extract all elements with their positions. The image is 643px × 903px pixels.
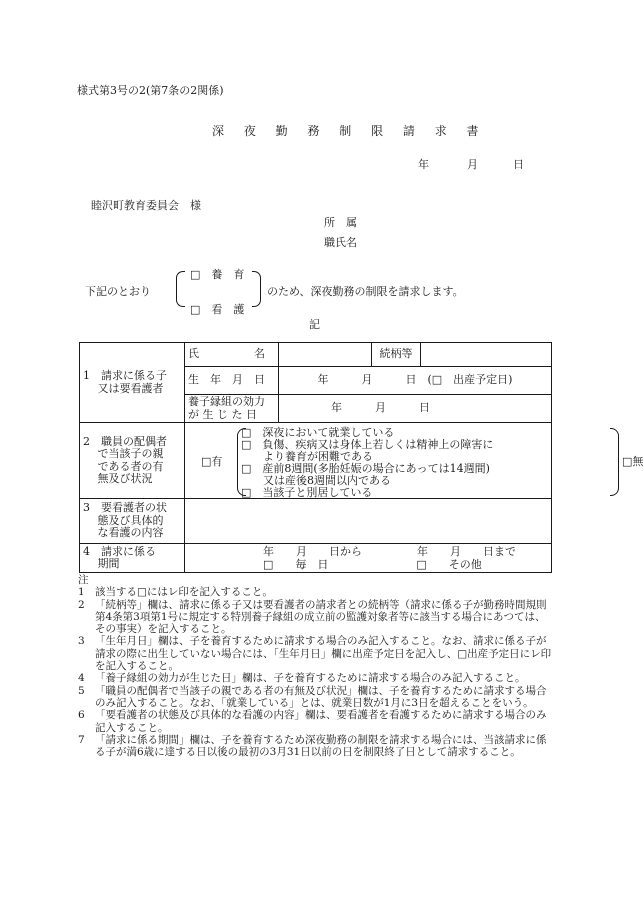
note-text: 「続柄等」欄は、請求に係る子又は要看護者の請求者との続柄等（請求に係る子が勤務時間規則第4条第3項第1号に規定する特別養子縁組の成立前の監護対象者等に該当する場合にあつては、その事実）を記入すること。 (95, 598, 547, 636)
option-nursing[interactable]: □ 看 護 (190, 303, 245, 316)
note-number: 5 (78, 684, 85, 697)
note-item (78, 586, 552, 598)
page-title: 深 夜 勤 務 制 限 請 求 書 (212, 124, 487, 138)
name-label: 職氏名 (324, 236, 357, 249)
right-brace (252, 271, 261, 307)
row2-label: 2 職員の配偶者 で当該子の親 である者の有 無及び状況 (80, 423, 185, 499)
note-number: 3 (78, 635, 85, 648)
name-field[interactable] (279, 343, 372, 367)
request-table (79, 342, 643, 573)
relation-field[interactable] (421, 343, 552, 367)
option-childcare[interactable]: □ 養 育 (190, 268, 245, 281)
status-pregnancy[interactable]: □ 産前8週間(多胎妊娠の場合にあっては14週間) (241, 461, 490, 475)
status-separate[interactable]: □ 当該子と別居している (241, 485, 373, 499)
left-brace (176, 271, 185, 307)
note-number: 2 (78, 598, 85, 611)
note-text: 「要看護者の状態及び具体的な看護の内容」欄は、要看護者を看護するために請求する場合のみ記入すること。 (95, 709, 547, 734)
adopt-label: 養子縁組の効力 が 生 じ た 日 (185, 395, 279, 423)
row1-label: 1 請求に係る子 又は要看護者 (80, 343, 185, 423)
note-text: 「生年月日」欄は、子を養育するために請求する場合のみ記入すること。なお、請求に係る子が請求の際に出生していない場合には、「生年月日」欄に出産予定日を記入し、□出産予定日にレ印を記入すること。 (95, 635, 552, 673)
note-number: 1 (78, 586, 85, 599)
date-year: 年 (418, 158, 429, 171)
note-text: 該当する□にはレ印を記入すること。 (95, 586, 273, 599)
right-paren (610, 428, 619, 496)
department-label: 所 属 (324, 216, 357, 229)
form-number: 様式第3号の2(第7条の2関係) (77, 84, 224, 97)
date-line (418, 156, 524, 172)
name-field-label: 氏 名 (185, 343, 279, 367)
status-pregnancy-cont: 又は産後8週間以内である (241, 473, 391, 487)
note-text: 「請求に係る期間」欄は、子を養育するため深夜勤務の制限を請求する場合には、当該請求に係る子が満6歳に達する日以後の最初の3月31日以前の日を制限終了日として請求すること。 (95, 733, 547, 759)
request-tail: のため、深夜勤務の制限を請求します。 (267, 285, 464, 298)
notes (78, 574, 552, 758)
row4-label: 4 請求に係る 期間 (80, 544, 185, 573)
note-item (78, 685, 552, 710)
care-detail-field[interactable] (185, 499, 552, 544)
spouse-status-options (185, 425, 643, 499)
ki-mark: 記 (309, 318, 320, 331)
note-item (78, 599, 552, 636)
note-text: 「養子縁組の効力が生じた日」欄は、子を養育するために請求する場合のみ記入すること。 (95, 672, 526, 685)
status-list (241, 427, 493, 499)
note-item (78, 709, 552, 734)
row3-label: 3 要看護者の状 態及び具体的 な看護の内容 (80, 499, 185, 544)
relation-label: 続柄等 (372, 343, 421, 367)
status-illness-cont: より養育が困難である (241, 449, 373, 463)
date-day: 日 (513, 158, 524, 171)
birth-value[interactable]: 年 月 日 (□ 出産予定日) (279, 367, 552, 395)
period-range[interactable]: 年 月 日から 年 月 日まで (263, 545, 516, 558)
note-number: 6 (78, 709, 85, 722)
note-item (78, 672, 552, 684)
status-working[interactable]: □ 深夜において就業している (241, 425, 395, 439)
notes-heading: 注 (78, 574, 89, 586)
has-spouse-checkbox[interactable]: □有 (201, 454, 223, 468)
request-lead: 下記のとおり (85, 285, 151, 298)
note-list (78, 586, 552, 758)
status-illness[interactable]: □ 負傷、疾病又は身体上若しくは精神上の障害に (241, 437, 494, 451)
birth-label: 生 年 月 日 (185, 367, 279, 395)
no-spouse-checkbox[interactable]: □無 (622, 454, 643, 468)
note-item (78, 734, 552, 759)
note-text: 「職員の配偶者で当該子の親である者の有無及び状況」欄は、子を養育するために請求する場合のみ記入すること。なお、「就業している」とは、就業日数が1月に3日を超えることをいう。 (95, 684, 547, 709)
date-month: 月 (467, 158, 478, 171)
note-item (78, 635, 552, 672)
period-type[interactable]: □ 毎 日 □ その他 (263, 558, 482, 571)
adopt-value[interactable]: 年 月 日 (279, 395, 552, 423)
addressee: 睦沢町教育委員会 様 (91, 199, 201, 212)
note-number: 7 (78, 733, 85, 746)
note-number: 4 (78, 672, 85, 685)
